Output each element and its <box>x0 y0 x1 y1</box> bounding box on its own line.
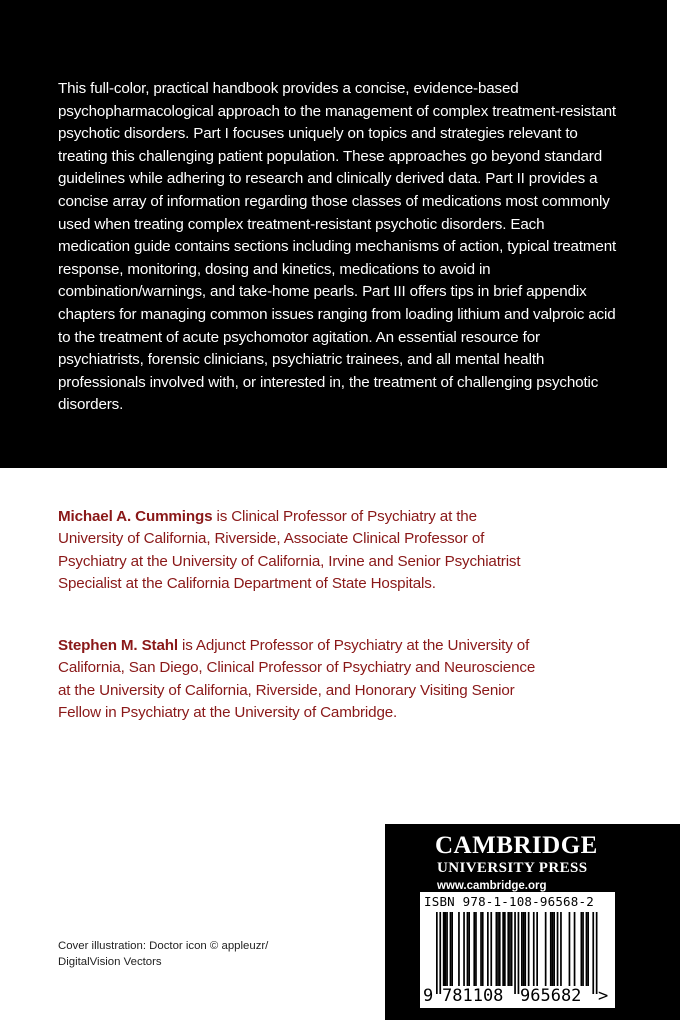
cover-credit-line-1: Cover illustration: Doctor icon © appleuzr/ <box>58 940 269 952</box>
barcode-bar <box>436 912 438 994</box>
barcode-bar <box>523 912 525 986</box>
barcode-bar <box>574 912 576 986</box>
barcode-bar <box>550 912 552 986</box>
barcode-bar <box>475 912 477 986</box>
barcode-bar <box>592 912 594 994</box>
barcode-bar <box>553 912 555 986</box>
barcode-bar <box>582 912 584 986</box>
barcode-bar <box>443 912 445 986</box>
barcode-bar <box>463 912 465 986</box>
isbn-label: ISBN 978-1-108-96568-2 <box>424 894 594 909</box>
barcode-bar <box>587 912 589 986</box>
barcode-bar <box>552 912 554 986</box>
barcode-bar <box>581 912 583 986</box>
author-bio-stahl <box>58 635 538 725</box>
barcode-bar <box>487 912 489 986</box>
author-name: Stephen M. Stahl <box>58 637 178 654</box>
blurb-panel <box>0 0 667 468</box>
barcode-bar <box>497 912 499 986</box>
barcode-lead-digit: 9 <box>423 986 434 1006</box>
barcode-left-digits: 781108 <box>442 986 504 1006</box>
barcode-bar <box>533 912 535 986</box>
barcode-bar <box>528 912 530 986</box>
barcode-bar <box>557 912 559 986</box>
isbn-barcode <box>420 892 615 1008</box>
barcode-bar <box>502 912 504 986</box>
barcode-bar <box>496 912 498 986</box>
book-description: This full-color, practical handbook provides a concise, evidence-based psychopharmacological approach to the management of complex treatment-resistant psychotic disorders. Part I focuses uniquely on topics and strategies relevant to treating this challenging patient population. These approaches go beyond standard guidelines while adhering to research and clinically derived data. Part II provides a concise array of information regarding those classes of medications most commonly used when treating complex treatment-resistant psychotic disorders. Each medication guide contains sections including mechanisms of action, typical treatment response, monitoring, dosing and kinetics, medications to avoid in combination/warnings, and take-home pearls. Part III offers tips in brief appendix chapters for managing common issues ranging from loading lithium and valproic acid to the treatment of acute psychomotor agitation. An essential resource for psychiatrists, forensic clinicians, psychiatric trainees, and all mental health professionals involved with, or interested in, the treatment of challenging psychotic disorders. <box>58 80 617 414</box>
barcode-bar <box>480 912 482 986</box>
publisher-press: UNIVERSITY PRESS <box>437 860 588 876</box>
barcode-bar <box>482 912 484 986</box>
barcode-bar <box>596 912 598 994</box>
barcode-bar <box>445 912 447 986</box>
barcode-bar <box>473 912 475 986</box>
barcode-right-digits: 965682 <box>520 986 582 1006</box>
barcode-bar <box>569 912 571 986</box>
publisher-url: www.cambridge.org <box>437 880 547 892</box>
barcode-bar <box>467 912 469 986</box>
barcode-bar <box>511 912 513 986</box>
barcode-bar <box>507 912 509 986</box>
barcode-bar <box>499 912 501 986</box>
barcode-bar <box>545 912 547 986</box>
author-bio-cummings <box>58 506 538 596</box>
barcode-bar <box>468 912 470 986</box>
author-bio-text: is Clinical Professor of Psychiatry at the University of California, Riverside, Associate Clinical Professor of Psychiatry at the University of California, Irvine and Senior Psychiatrist Specialist at the California Department of State Hospitals. <box>58 508 521 593</box>
barcode-bar <box>450 912 452 986</box>
barcode-bar <box>586 912 588 986</box>
publisher-block <box>385 824 680 1020</box>
author-bio-text: is Adjunct Professor of Psychiatry at the University of California, San Diego, Clinical Professor of Psychiatry and Neuroscience at the University of California, Riverside, and Honorary Visiting Senior Fellow in Psychiatry at the University of Cambridge. <box>58 637 536 722</box>
barcode-bar <box>451 912 453 986</box>
barcode-bar <box>509 912 511 986</box>
barcode-bar <box>518 912 520 994</box>
cover-credit <box>58 938 318 970</box>
author-name: Michael A. Cummings <box>58 508 213 525</box>
barcode-bar <box>521 912 523 986</box>
barcode-bar <box>536 912 538 986</box>
barcode-bar <box>560 912 562 986</box>
barcode-bar <box>504 912 506 986</box>
cover-credit-line-2: DigitalVision Vectors <box>58 956 162 968</box>
barcode-bar <box>490 912 492 986</box>
barcode-bar <box>524 912 526 986</box>
barcode-bar <box>514 912 516 994</box>
barcode-end-mark: > <box>598 986 609 1006</box>
barcode-bar <box>439 912 441 994</box>
barcode-bar <box>458 912 460 986</box>
publisher-name: CAMBRIDGE <box>435 832 598 859</box>
barcode-bar <box>446 912 448 986</box>
